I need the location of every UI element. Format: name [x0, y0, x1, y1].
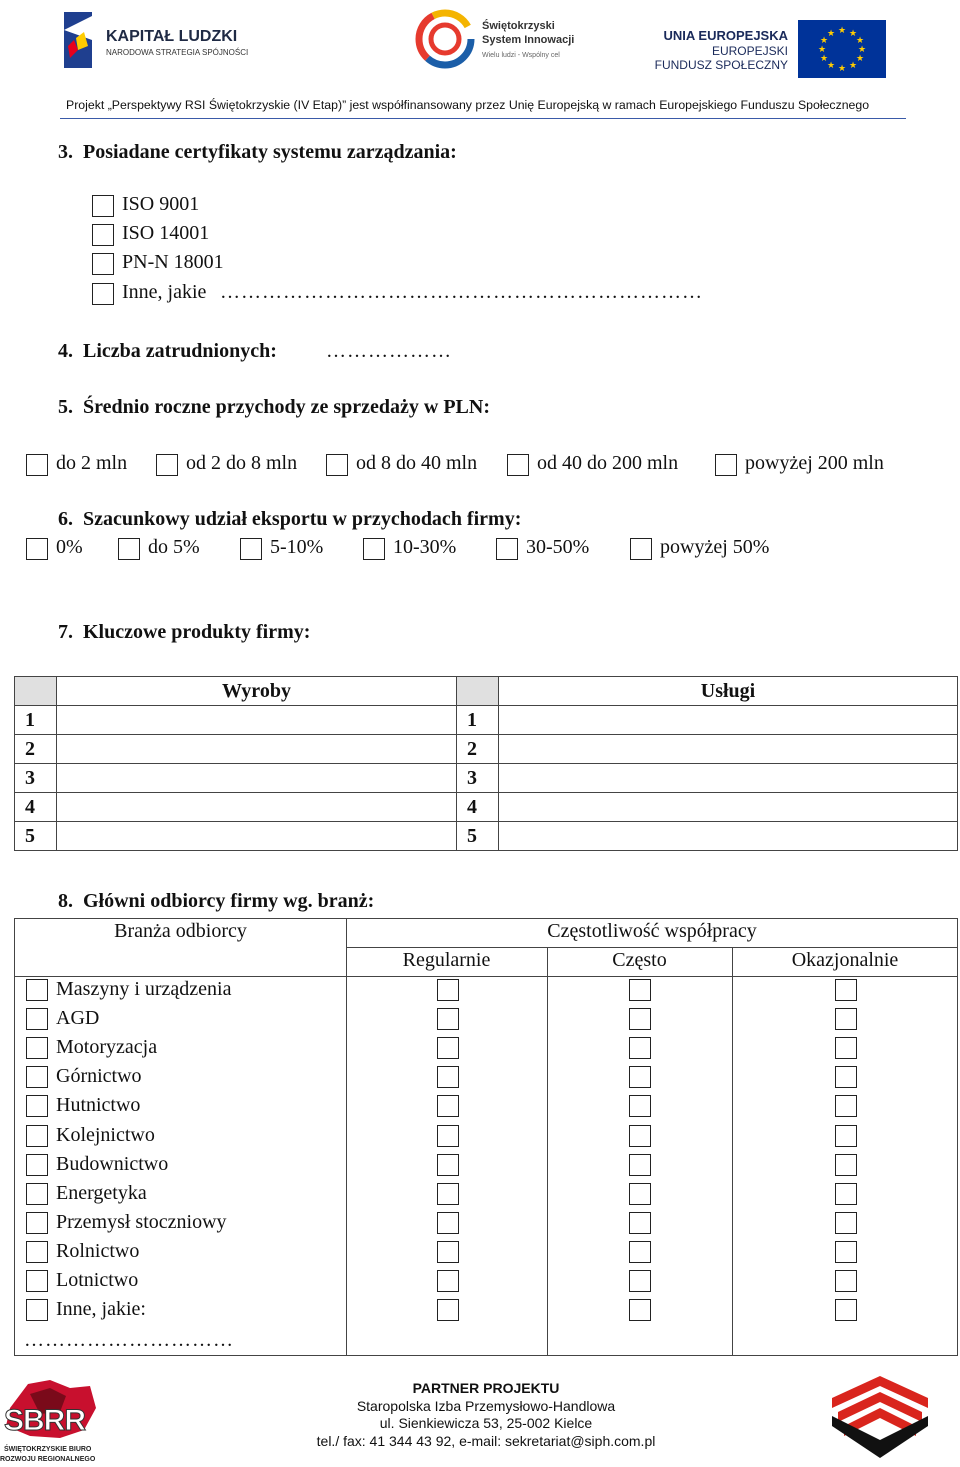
freq-occasionally-checkbox[interactable] — [835, 1066, 857, 1088]
products-header: Wyroby — [57, 677, 457, 706]
kapital-ludzki-icon — [60, 10, 96, 70]
freq-occasionally-checkbox[interactable] — [835, 1154, 857, 1176]
checkbox[interactable] — [92, 283, 114, 305]
svg-text:★: ★ — [857, 45, 867, 55]
industry-checkbox[interactable] — [26, 1095, 48, 1117]
option-label: ISO 14001 — [122, 222, 210, 244]
svg-text:★: ★ — [855, 54, 865, 64]
checkbox[interactable] — [92, 224, 114, 246]
row-divider — [346, 947, 958, 948]
svg-text:★: ★ — [837, 64, 847, 74]
freq-regularly-checkbox[interactable] — [437, 1241, 459, 1263]
sbrr-sub2: ROZWOJU REGIONALNEGO — [0, 1456, 96, 1463]
partner-org: Staropolska Izba Przemysłowo-Handlowa — [356, 1397, 616, 1414]
checkbox[interactable] — [26, 454, 48, 476]
industry-row — [0, 1124, 960, 1152]
industry-label: AGD — [56, 1007, 100, 1029]
service-cell[interactable] — [499, 735, 958, 764]
checkbox[interactable] — [26, 538, 48, 560]
header-blank-cell — [457, 677, 499, 706]
eu-line3: FUNDUSZ SPOŁECZNY — [654, 58, 788, 72]
freq-often-checkbox[interactable] — [629, 1125, 651, 1147]
industry-checkbox[interactable] — [26, 1125, 48, 1147]
q5-title: 5. Średnio roczne przychody ze sprzedaży w PLN: — [58, 396, 490, 418]
freq-regularly-checkbox[interactable] — [437, 1095, 459, 1117]
sis-title2: System Innowacji — [482, 34, 575, 46]
industry-label: Rolnictwo — [56, 1240, 140, 1262]
freq-regularly-header: Regularnie — [402, 949, 491, 971]
svg-text:★: ★ — [819, 54, 829, 64]
option-label: od 8 do 40 mln — [356, 452, 478, 474]
sis-logo — [414, 8, 584, 72]
product-cell[interactable] — [57, 764, 457, 793]
freq-regularly-checkbox[interactable] — [437, 1183, 459, 1205]
sis-tagline: Wielu ludzi - Wspólny cel — [482, 52, 560, 59]
industry-header: Branża odbiorcy — [114, 920, 247, 942]
freq-often-checkbox[interactable] — [629, 1095, 651, 1117]
industry-checkbox[interactable] — [26, 1066, 48, 1088]
partner-block — [300, 1380, 672, 1450]
svg-text:★: ★ — [837, 26, 847, 36]
partner-address: ul. Sienkiewicza 53, 25-002 Kielce — [379, 1415, 593, 1431]
industry-row — [0, 1211, 960, 1239]
industry-row — [0, 1094, 960, 1122]
checkbox[interactable] — [496, 538, 518, 560]
sbrr-sub1: ŚWIĘTOKRZYSKIE BIURO — [4, 1446, 92, 1453]
option-label: Inne, jakie — [122, 281, 207, 303]
option-label: ISO 9001 — [122, 193, 200, 215]
sis-title1: Świętokrzyski — [482, 20, 555, 32]
freq-occasionally-checkbox[interactable] — [835, 1037, 857, 1059]
option-label: 30-50% — [526, 536, 590, 558]
header-divider — [60, 118, 906, 119]
table-row — [15, 735, 958, 764]
freq-often-checkbox[interactable] — [629, 1183, 651, 1205]
freq-often-checkbox[interactable] — [629, 1299, 651, 1321]
frequency-header: Częstotliwość współpracy — [547, 920, 757, 942]
freq-regularly-checkbox[interactable] — [437, 1299, 459, 1321]
industry-checkbox[interactable] — [26, 1008, 48, 1030]
industry-checkbox[interactable] — [26, 1212, 48, 1234]
row-number: 5 — [457, 822, 499, 851]
option-label: PN-N 18001 — [122, 251, 224, 273]
freq-occasionally-header: Okazjonalnie — [791, 949, 899, 971]
industry-checkbox[interactable] — [26, 979, 48, 1001]
option-label: do 2 mln — [56, 452, 128, 474]
sbrr-title: SBRR — [4, 1404, 86, 1437]
table-header-row — [15, 677, 958, 706]
industry-row — [0, 1007, 960, 1035]
freq-regularly-checkbox[interactable] — [437, 1037, 459, 1059]
industry-checkbox[interactable] — [26, 1299, 48, 1321]
row-number: 5 — [15, 822, 57, 851]
checkbox[interactable] — [156, 454, 178, 476]
kapital-ludzki-title: KAPITAŁ LUDZKI — [106, 28, 238, 45]
row-number: 1 — [15, 706, 57, 735]
eu-logo — [654, 20, 886, 82]
project-line: Projekt „Perspektywy RSI Świętokrzyskie (IV Etap)” jest współfinansowany przez Unię Europejską w ramach Europejskiego Funduszu Społecznego — [66, 98, 870, 112]
freq-often-header: Często — [612, 949, 667, 971]
svg-text:★: ★ — [817, 45, 827, 55]
industry-checkbox[interactable] — [26, 1037, 48, 1059]
service-cell[interactable] — [499, 793, 958, 822]
freq-often-checkbox[interactable] — [629, 1270, 651, 1292]
industry-row — [0, 1269, 960, 1297]
svg-text:★: ★ — [848, 29, 858, 39]
row-number: 4 — [15, 793, 57, 822]
eu-line1: UNIA EUROPEJSKA — [663, 28, 788, 43]
product-cell[interactable] — [57, 793, 457, 822]
table-row — [15, 822, 958, 851]
checkbox[interactable] — [326, 454, 348, 476]
freq-occasionally-checkbox[interactable] — [835, 1299, 857, 1321]
freq-occasionally-checkbox[interactable] — [835, 979, 857, 1001]
industry-row — [0, 1240, 960, 1268]
table-row — [15, 764, 958, 793]
option-label: powyżej 200 mln — [745, 452, 884, 474]
service-cell[interactable] — [499, 706, 958, 735]
row-number: 3 — [457, 764, 499, 793]
freq-often-checkbox[interactable] — [629, 979, 651, 1001]
product-cell[interactable] — [57, 822, 457, 851]
kapital-ludzki-logo — [60, 10, 260, 72]
freq-occasionally-checkbox[interactable] — [835, 1270, 857, 1292]
services-header: Usługi — [499, 677, 958, 706]
partner-contact: tel./ fax: 41 344 43 92, e-mail: sekretariat@siph.com.pl — [316, 1432, 656, 1449]
row-number: 2 — [457, 735, 499, 764]
sis-circle-icon — [414, 8, 476, 70]
checkbox[interactable] — [92, 253, 114, 275]
row-number: 1 — [457, 706, 499, 735]
svg-text:★: ★ — [819, 36, 829, 46]
freq-often-checkbox[interactable] — [629, 1241, 651, 1263]
row-divider — [15, 976, 958, 977]
svg-text:★: ★ — [826, 61, 836, 71]
q3-other-field[interactable]: …………………………………………………………… — [220, 281, 703, 303]
freq-regularly-checkbox[interactable] — [437, 1154, 459, 1176]
industry-label: Inne, jakie: — [56, 1298, 146, 1320]
table-row — [15, 706, 958, 735]
kapital-ludzki-subtitle: NARODOWA STRATEGIA SPÓJNOŚCI — [106, 48, 249, 57]
industry-label: Budownictwo — [56, 1153, 169, 1175]
header-blank-cell — [15, 677, 57, 706]
industry-checkbox[interactable] — [26, 1154, 48, 1176]
siph-logo-icon — [832, 1376, 928, 1458]
checkbox[interactable] — [118, 538, 140, 560]
service-cell[interactable] — [499, 822, 958, 851]
option-label: 0% — [56, 536, 83, 558]
option-label: powyżej 50% — [660, 536, 770, 558]
industry-row — [0, 1298, 960, 1326]
freq-regularly-checkbox[interactable] — [437, 1212, 459, 1234]
checkbox[interactable] — [92, 195, 114, 217]
eu-flag-icon — [798, 20, 886, 78]
q4-employees-field[interactable]: ……………… — [326, 340, 452, 362]
q7-title: 7. Kluczowe produkty firmy: — [58, 621, 311, 643]
industry-row — [0, 1153, 960, 1181]
freq-often-checkbox[interactable] — [629, 1066, 651, 1088]
svg-text:★: ★ — [848, 61, 858, 71]
industry-label: Lotnictwo — [56, 1269, 139, 1291]
freq-occasionally-checkbox[interactable] — [835, 1125, 857, 1147]
freq-often-checkbox[interactable] — [629, 1154, 651, 1176]
industry-label: Maszyny i urządzenia — [56, 978, 232, 1000]
option-label: od 2 do 8 mln — [186, 452, 298, 474]
industry-checkbox[interactable] — [26, 1270, 48, 1292]
industry-label: Kolejnictwo — [56, 1124, 155, 1146]
industry-label: Hutnictwo — [56, 1094, 141, 1116]
option-label: od 40 do 200 mln — [537, 452, 679, 474]
freq-often-checkbox[interactable] — [629, 1008, 651, 1030]
freq-occasionally-checkbox[interactable] — [835, 1008, 857, 1030]
svg-text:★: ★ — [855, 36, 865, 46]
service-cell[interactable] — [499, 764, 958, 793]
products-table — [14, 676, 958, 851]
eu-line2: EUROPEJSKI — [711, 44, 788, 58]
freq-regularly-checkbox[interactable] — [437, 979, 459, 1001]
sbrr-logo — [0, 1378, 104, 1466]
table-row — [15, 793, 958, 822]
industry-checkbox[interactable] — [26, 1241, 48, 1263]
row-number: 2 — [15, 735, 57, 764]
checkbox[interactable] — [363, 538, 385, 560]
checkbox[interactable] — [630, 538, 652, 560]
option-label: do 5% — [148, 536, 200, 558]
freq-regularly-checkbox[interactable] — [437, 1125, 459, 1147]
product-cell[interactable] — [57, 706, 457, 735]
freq-often-checkbox[interactable] — [629, 1037, 651, 1059]
freq-regularly-checkbox[interactable] — [437, 1066, 459, 1088]
q8-other-field[interactable]: ………………………… — [24, 1329, 234, 1351]
industry-row — [0, 1036, 960, 1064]
q8-title: 8. Główni odbiorcy firmy wg. branż: — [58, 890, 375, 912]
industry-label: Energetyka — [56, 1182, 147, 1204]
checkbox[interactable] — [507, 454, 529, 476]
industry-label: Motoryzacja — [56, 1036, 158, 1058]
partner-title: PARTNER PROJEKTU — [412, 1380, 560, 1396]
checkbox[interactable] — [715, 454, 737, 476]
option-label: 5-10% — [270, 536, 324, 558]
svg-text:★: ★ — [826, 29, 836, 39]
option-label: 10-30% — [393, 536, 457, 558]
checkbox[interactable] — [240, 538, 262, 560]
row-number: 4 — [457, 793, 499, 822]
freq-occasionally-checkbox[interactable] — [835, 1095, 857, 1117]
q3-title: 3. Posiadane certyfikaty systemu zarządzania: — [58, 141, 457, 163]
industry-row — [0, 1065, 960, 1093]
industry-label: Górnictwo — [56, 1065, 142, 1087]
freq-occasionally-checkbox[interactable] — [835, 1241, 857, 1263]
industry-row — [0, 1182, 960, 1210]
industry-checkbox[interactable] — [26, 1183, 48, 1205]
freq-often-checkbox[interactable] — [629, 1212, 651, 1234]
freq-regularly-checkbox[interactable] — [437, 1008, 459, 1030]
product-cell[interactable] — [57, 735, 457, 764]
q6-title: 6. Szacunkowy udział eksportu w przychodach firmy: — [58, 508, 522, 530]
industry-label: Przemysł stoczniowy — [56, 1211, 227, 1233]
freq-regularly-checkbox[interactable] — [437, 1270, 459, 1292]
freq-occasionally-checkbox[interactable] — [835, 1212, 857, 1234]
industry-row — [0, 978, 960, 1006]
q4-title: 4. Liczba zatrudnionych: — [58, 340, 277, 362]
row-number: 3 — [15, 764, 57, 793]
freq-occasionally-checkbox[interactable] — [835, 1183, 857, 1205]
